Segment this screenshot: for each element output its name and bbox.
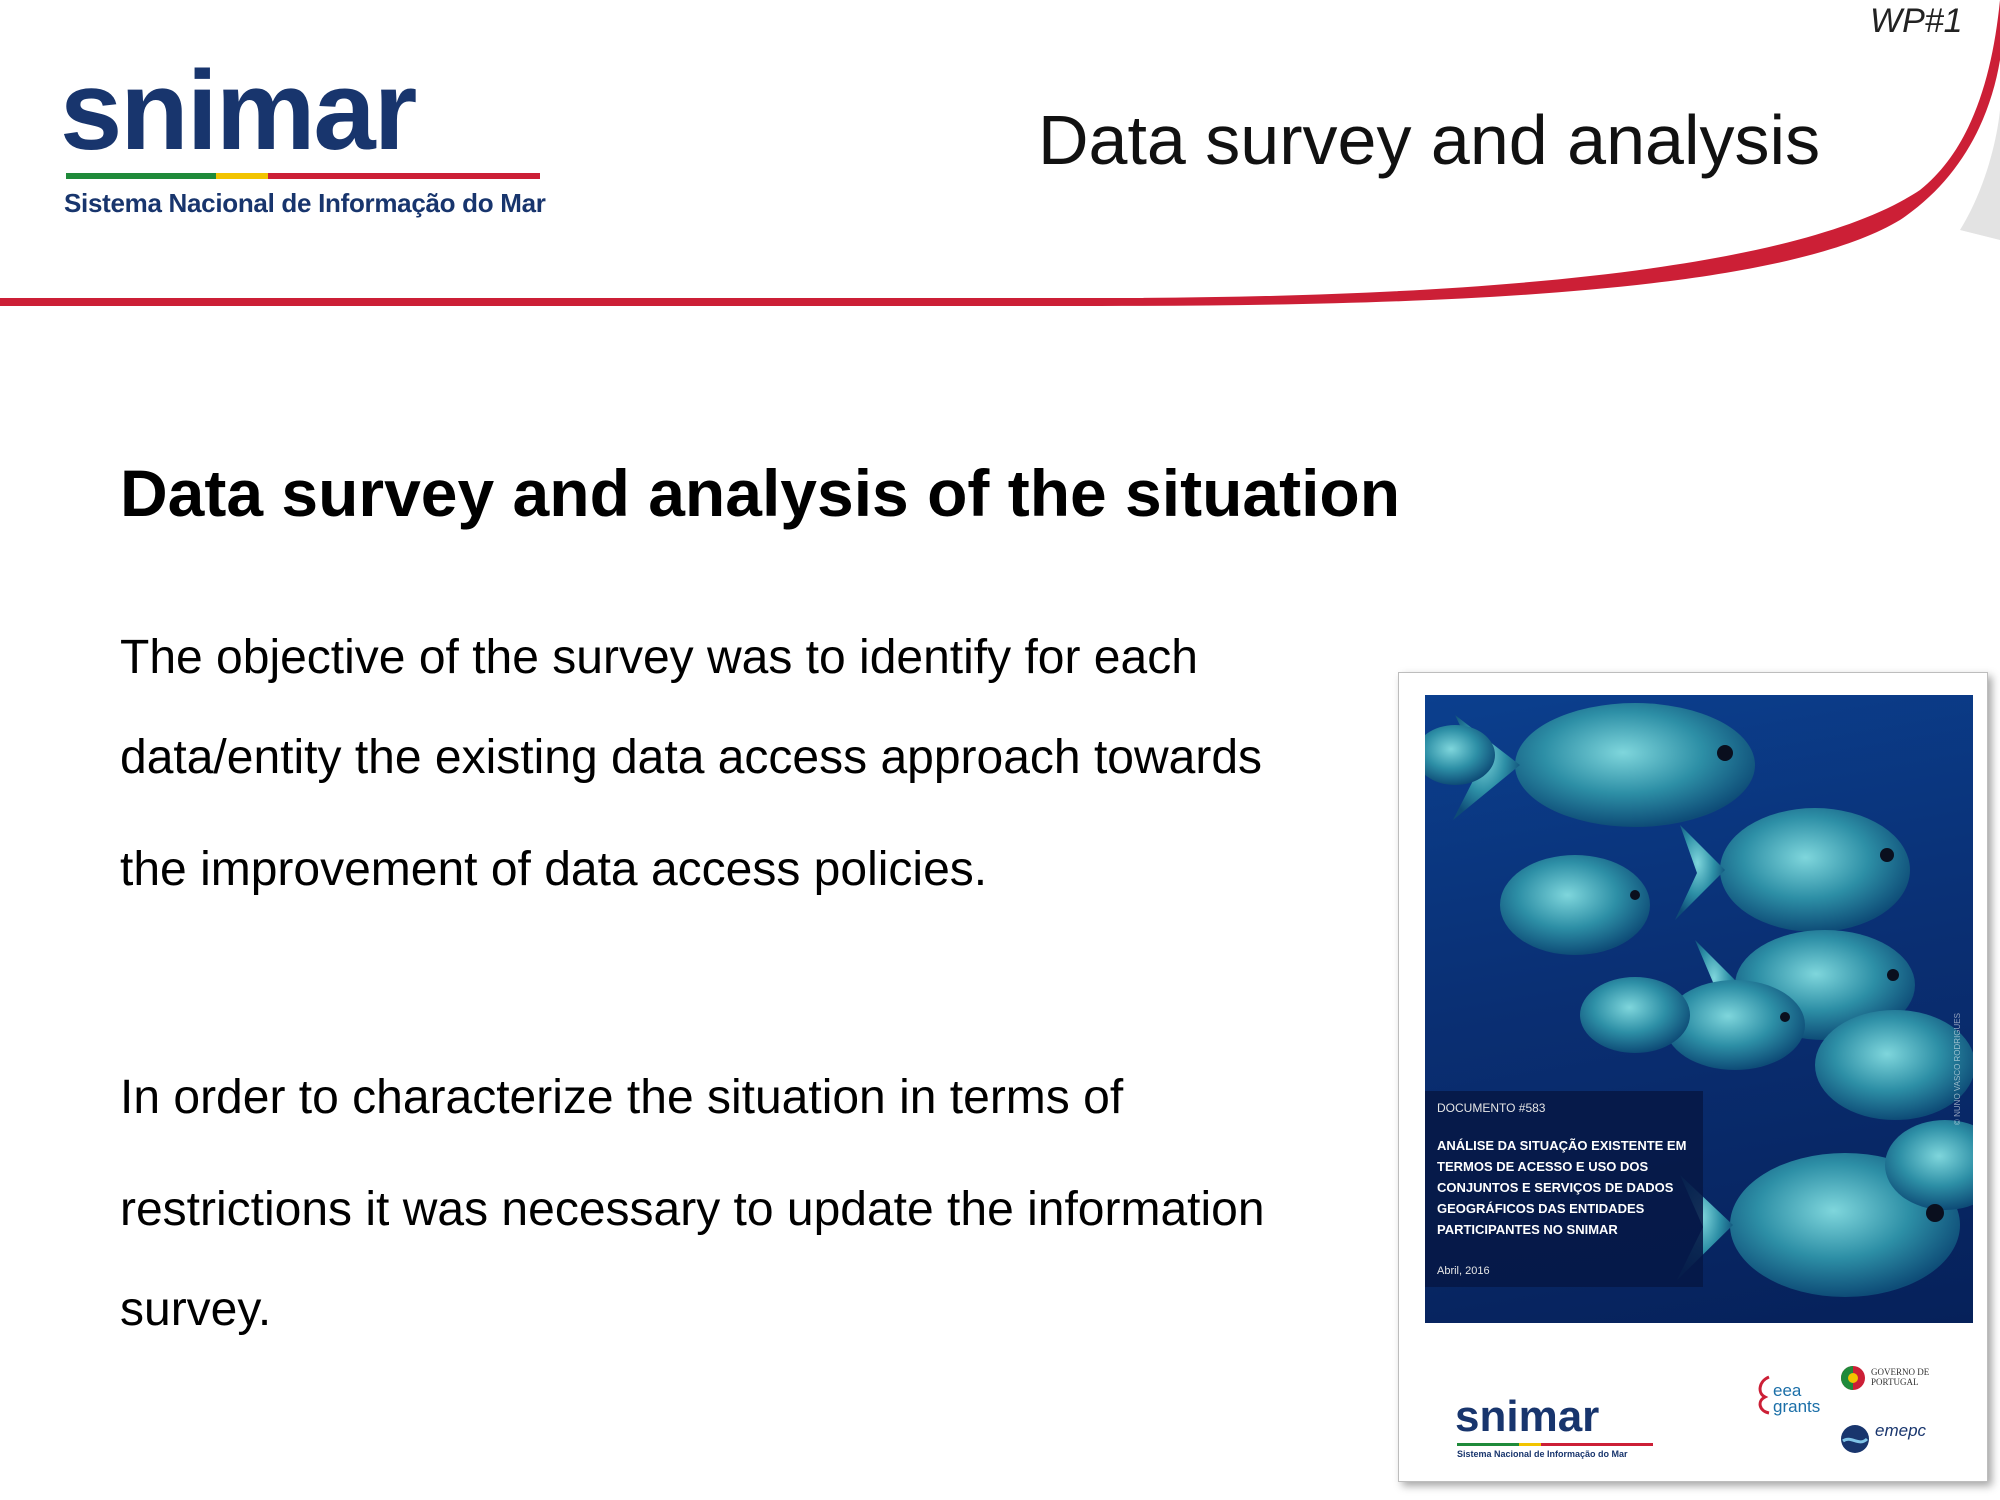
governo-portugal-text: GOVERNO DE PORTUGAL — [1871, 1367, 1930, 1387]
eea-swirl-icon — [1755, 1373, 1773, 1415]
cover-logo-subtitle: Sistema Nacional de Informação do Mar — [1457, 1449, 1628, 1459]
cover-logo-stripe-icon — [1457, 1443, 1653, 1446]
cover-date: Abril, 2016 — [1437, 1265, 1490, 1277]
paragraph-line: restrictions it was necessary to update the information — [120, 1183, 1265, 1236]
paragraph-line: the improvement of data access policies. — [120, 843, 988, 896]
cover-doc-title: ANÁLISE DA SITUAÇÃO EXISTENTE EM TERMOS DE ACESSO E USO DOS CONJUNTOS E SERVIÇOS DE DADOS GEOGRÁFICOS DAS ENTIDADES PARTICIPANTES NO SNIMAR — [1437, 1138, 1687, 1237]
eea-grants-text: eea grants — [1773, 1381, 1821, 1416]
cover-snimar-logo — [1455, 1392, 1695, 1465]
slide-title: Data survey and analysis of the situation — [120, 456, 1401, 530]
logo-flag-stripe-icon — [66, 173, 540, 179]
paragraph-line: The objective of the survey was to identify for each — [120, 631, 1198, 684]
logo-subtitle: Sistema Nacional de Informação do Mar — [64, 188, 546, 218]
snimar-logo — [60, 48, 560, 225]
cover-doc-number: DOCUMENTO #583 — [1437, 1101, 1546, 1115]
cover-title-panel — [1425, 1091, 1703, 1287]
eea-grants-logo — [1755, 1367, 1835, 1427]
paragraph-line: survey. — [120, 1283, 272, 1336]
cover-photo-credit: © NUNO VASCO RODRIGUES — [1953, 1013, 1962, 1125]
fish-photo — [1425, 695, 1973, 1323]
paragraph-line: In order to characterize the situation in terms of — [120, 1071, 1124, 1124]
governo-portugal-logo — [1839, 1363, 1959, 1413]
work-package-tag: WP#1 — [1870, 2, 1963, 40]
paragraph-line: data/entity the existing data access approach towards — [120, 731, 1263, 784]
portugal-shield-icon — [1839, 1363, 1867, 1393]
logo-wordmark: snimar — [60, 48, 416, 173]
document-cover-image — [1398, 672, 1988, 1482]
header-title: Data survey and analysis — [1038, 101, 1821, 179]
emepc-text: emepc — [1875, 1421, 1927, 1440]
emepc-logo — [1839, 1419, 1959, 1465]
emepc-globe-icon — [1839, 1423, 1871, 1455]
cover-logo-wordmark: snimar — [1455, 1392, 1600, 1441]
